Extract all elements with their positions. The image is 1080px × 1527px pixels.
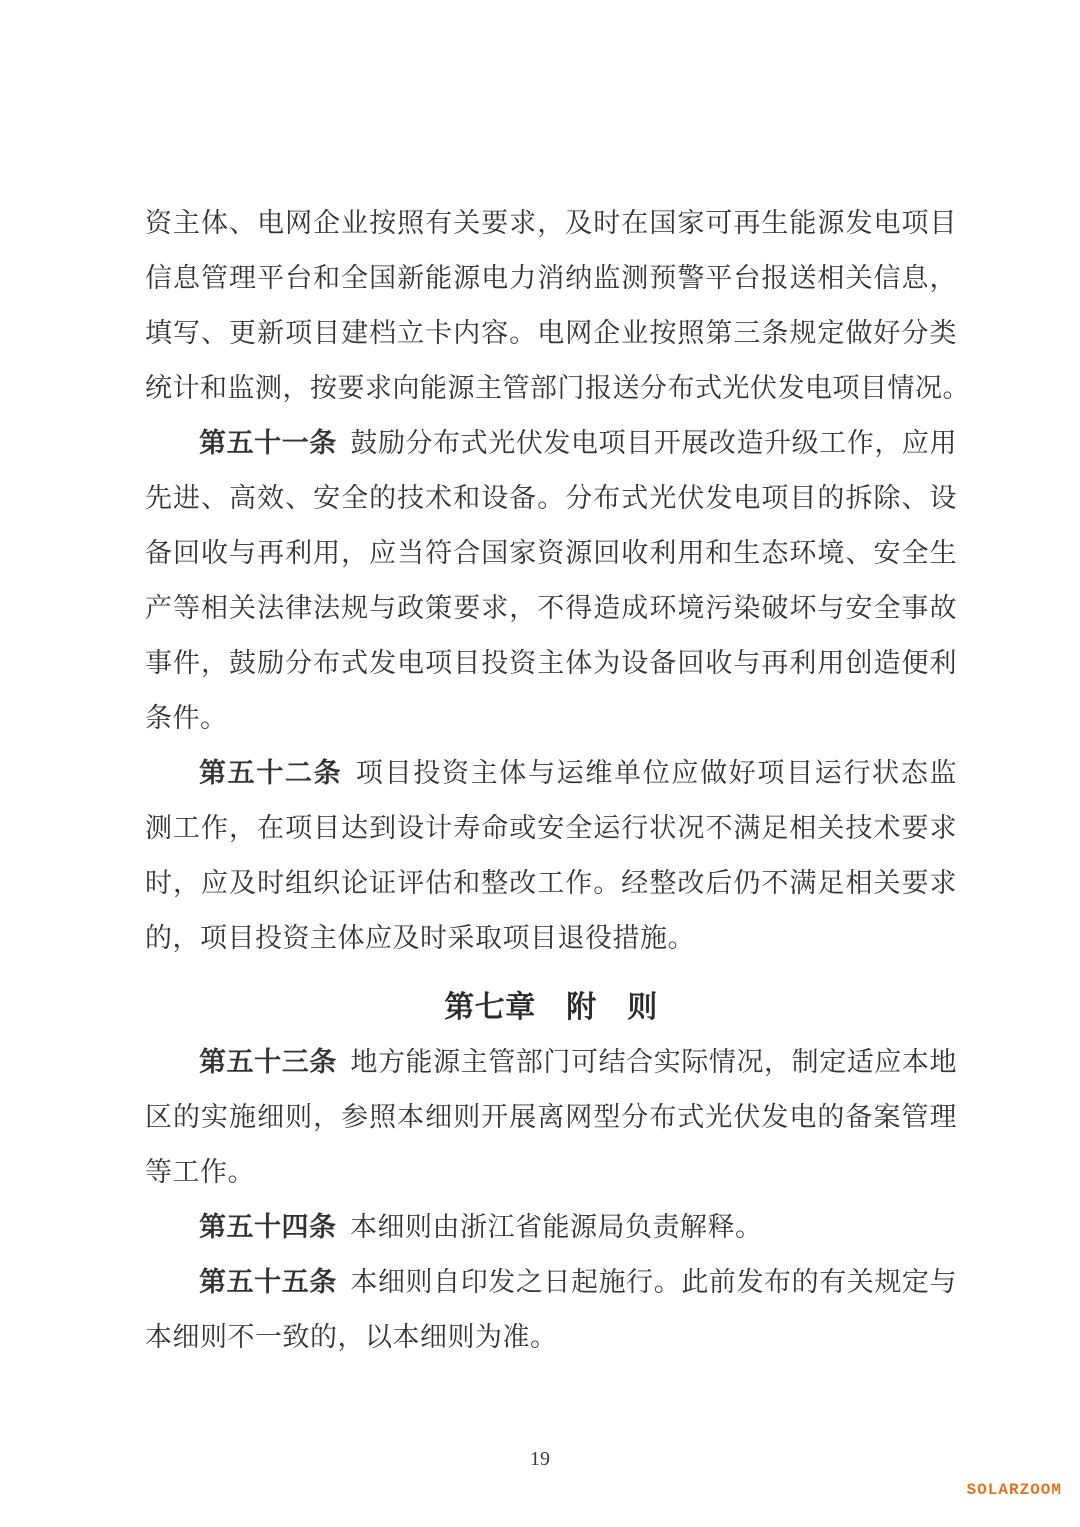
article-number: 第五十一条 [199, 428, 337, 458]
text-line [145, 1035, 957, 1090]
text-line [145, 636, 957, 691]
page-number: 19 [530, 1448, 550, 1470]
text-line [145, 1145, 957, 1200]
document-body [145, 196, 970, 1365]
text-line [145, 1200, 957, 1255]
text-line [145, 196, 957, 251]
line-text: 本细则自印发之日起施行。此前发布的有关规定与 [350, 1267, 958, 1297]
line-text: 备回收与再利用，应当符合国家资源回收利用和生态环境、安全生 [145, 538, 957, 568]
line-text: 本细则由浙江省能源局负责解释。 [350, 1212, 763, 1242]
line-text: 本细则不一致的，以本细则为准。 [145, 1322, 558, 1352]
text-line [145, 1310, 957, 1365]
line-text: 地方能源主管部门可结合实际情况，制定适应本地 [350, 1047, 958, 1077]
text-line [145, 1255, 957, 1310]
line-text: 资主体、电网企业按照有关要求，及时在国家可再生能源发电项目 [145, 208, 957, 238]
line-text: 鼓励分布式光伏发电项目开展改造升级工作，应用 [350, 428, 958, 458]
text-line [145, 1090, 957, 1145]
line-text: 统计和监测，按要求向能源主管部门报送分布式光伏发电项目情况。 [145, 373, 970, 403]
line-text: 区的实施细则，参照本细则开展离网型分布式光伏发电的备案管理 [145, 1102, 957, 1132]
text-line [145, 251, 957, 306]
text-line [145, 856, 957, 911]
article-number: 第五十五条 [199, 1267, 337, 1297]
text-line [145, 526, 957, 581]
chapter-heading: 第七章 附 则 [444, 991, 658, 1024]
line-text: 填写、更新项目建档立卡内容。电网企业按照第三条规定做好分类 [145, 318, 957, 348]
text-line [145, 361, 970, 416]
article-number: 第五十二条 [199, 758, 343, 788]
text-line [145, 801, 957, 856]
text-line [145, 911, 957, 966]
watermark: SOLARZOOM [966, 1481, 1062, 1499]
line-text: 项目投资主体与运维单位应做好项目运行状态监 [355, 758, 958, 788]
line-text: 时，应及时组织论证评估和整改工作。经整改后仍不满足相关要求 [145, 868, 957, 898]
line-text: 事件，鼓励分布式发电项目投资主体为设备回收与再利用创造便利 [145, 648, 957, 678]
article-number: 第五十四条 [199, 1212, 337, 1242]
line-text: 等工作。 [145, 1157, 255, 1187]
line-text: 先进、高效、安全的技术和设备。分布式光伏发电项目的拆除、设 [145, 483, 957, 513]
text-line [145, 306, 957, 361]
text-line [145, 416, 957, 471]
line-text: 的，项目投资主体应及时采取项目退役措施。 [145, 923, 695, 953]
line-text: 条件。 [145, 703, 228, 733]
text-line [145, 691, 957, 746]
line-text: 信息管理平台和全国新能源电力消纳监测预警平台报送相关信息， [145, 263, 957, 293]
text-line [145, 746, 957, 801]
line-text: 产等相关法律法规与政策要求，不得造成环境污染破坏与安全事故 [145, 593, 957, 623]
text-line [145, 581, 957, 636]
article-number: 第五十三条 [199, 1047, 337, 1077]
line-text: 测工作，在项目达到设计寿命或安全运行状况不满足相关技术要求 [145, 813, 957, 843]
text-line [145, 471, 957, 526]
